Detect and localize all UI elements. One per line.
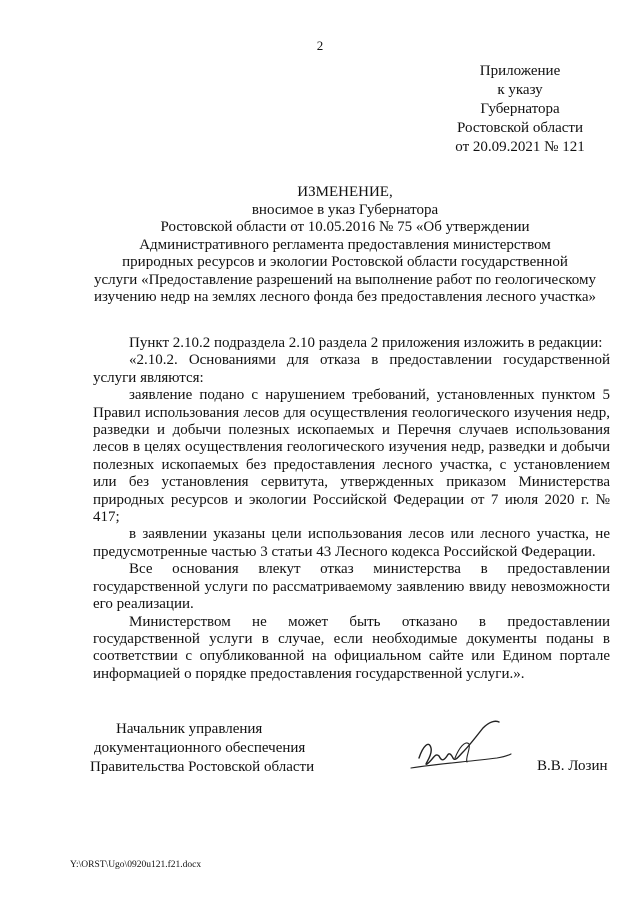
body-paragraph: Все основания влекут отказ министерства в предоставлении государственной услуги по рассматриваемому заявлению ввиду невозможности его реализации. [93, 561, 610, 613]
page-number: 2 [316, 38, 324, 53]
title-heading: ИЗМЕНЕНИЕ, [297, 184, 393, 200]
title-line: вносимое в указ Губернатора [251, 201, 439, 218]
annex-block [440, 62, 600, 157]
annex-line: Приложение [479, 63, 561, 79]
document-title [60, 184, 630, 307]
body-paragraph: «2.10.2. Основаниями для отказа в предоставлении государственной услуги являются: [93, 352, 610, 386]
signatory-position [90, 720, 314, 777]
annex-line: от 20.09.2021 № 121 [455, 139, 585, 155]
title-line: услуги «Предоставление разрешений на выполнение работ по геологическому [94, 271, 596, 288]
annex-line: к указу [497, 82, 543, 98]
title-line: природных ресурсов и экологии Ростовской области государственной [122, 254, 568, 270]
body-paragraph: Пункт 2.10.2 подраздела 2.10 раздела 2 приложения изложить в редакции: [129, 335, 603, 351]
position-line: Правительства Ростовской области [90, 759, 315, 775]
annex-line: Ростовской области [457, 120, 583, 136]
title-line: изучению недр на землях лесного фонда без предоставления лесного участка» [94, 289, 596, 305]
body-paragraph: Министерством не может быть отказано в предоставлении государственной услуги в случае, если необходимые документы поданы в соответствии с опубликованной на официальном сайте или Едином портале информацией о порядке предоставления государственной услуги.». [93, 613, 610, 682]
position-line: документационного обеспечения [94, 740, 306, 756]
title-line: Ростовской области от 10.05.2016 № 75 «Об утверждении [160, 219, 530, 235]
handwritten-signature [405, 718, 515, 780]
body-paragraph: в заявлении указаны цели использования лесов или лесного участка, не предусмотренные частью 3 статьи 43 Лесного кодекса Российской Федерации. [93, 526, 610, 560]
signatory-name: В.В. Лозин [537, 758, 608, 774]
title-line: Административного регламента предоставления министерством [139, 236, 551, 253]
file-path-footer: Y:\ORST\Ugo\0920u121.f21.docx [70, 860, 202, 870]
body-paragraph: заявление подано с нарушением требований, установленных пунктом 5 Правил использования лесов для осуществления геологического изучения недр, разведки и добычи полезных ископаемых и Перечня случаев использования лесов в целях осуществления геологического изучения недр, разведки и добычи полезных ископаемых без предоставления лесного участка, с установлением или без установления сервитута, утвержденных приказом Министерства природных ресурсов и экологии Российской Федерации от 7 июля 2020 г. № 417; [93, 387, 610, 526]
document-body [93, 335, 610, 683]
annex-line: Губернатора [480, 101, 560, 117]
position-line: Начальник управления [116, 721, 263, 737]
